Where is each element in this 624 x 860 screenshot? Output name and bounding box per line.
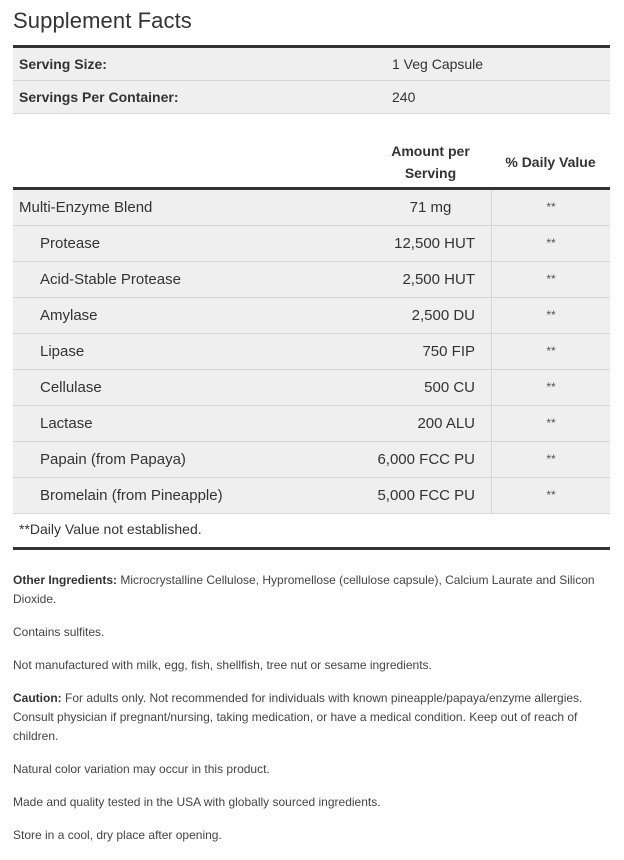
table-row [13, 442, 610, 478]
ingredient-name: Protease [40, 235, 101, 252]
servings-per-container-label: Servings Per Container: [19, 89, 179, 105]
ingredient-amount: 5,000 FCC PU [377, 487, 475, 504]
serving-size-value: 1 Veg Capsule [392, 56, 484, 72]
amount-header-line2: Serving [404, 165, 457, 181]
table-row [13, 298, 610, 334]
ingredient-amount: 12,500 HUT [394, 235, 475, 252]
other-ingredients-label: Other Ingredients: [13, 573, 118, 587]
servings-per-container-value: 240 [392, 89, 416, 105]
table-row [13, 226, 610, 262]
table-row [13, 478, 610, 514]
ingredient-daily-value: ** [491, 262, 610, 297]
daily-value-footnote: **Daily Value not established. [13, 514, 610, 550]
ingredient-amount: 71 mg [409, 199, 452, 216]
ingredient-name: Amylase [40, 307, 98, 324]
ingredient-daily-value: ** [491, 442, 610, 477]
table-row [13, 262, 610, 298]
ingredient-amount: 200 ALU [417, 415, 475, 432]
ingredient-name: Acid-Stable Protease [40, 271, 181, 288]
storage-note: Store in a cool, dry place after opening. [13, 828, 222, 842]
ingredient-column-header [13, 140, 370, 186]
made-in-usa-note: Made and quality tested in the USA with globally sourced ingredients. [13, 795, 381, 809]
amount-header-line1: Amount per [391, 143, 470, 159]
serving-size-row [13, 48, 610, 81]
ingredient-daily-value: ** [491, 298, 610, 333]
ingredient-amount: 500 CU [424, 379, 475, 396]
ingredient-daily-value: ** [491, 226, 610, 261]
ingredient-name: Lipase [40, 343, 85, 360]
table-row [13, 334, 610, 370]
supplement-facts-table [13, 187, 610, 550]
caution-text: For adults only. Not recommended for individuals with known pineapple/papaya/enzyme allergies. Consult physician if pregnant/nursing, taking medication, or have a medical condition. Keep out of reach of children. [13, 691, 583, 743]
other-ingredients-note [13, 571, 603, 609]
caution-label: Caution: [13, 691, 62, 705]
table-row [13, 190, 610, 226]
ingredient-daily-value: ** [491, 334, 610, 369]
serving-size-label: Serving Size: [19, 56, 107, 72]
daily-value-column-header: % Daily Value [505, 154, 596, 170]
table-row [13, 370, 610, 406]
color-variation-note: Natural color variation may occur in this product. [13, 762, 270, 776]
ingredient-name: Lactase [40, 415, 93, 432]
sulfites-note: Contains sulfites. [13, 625, 105, 639]
product-notes [13, 571, 603, 859]
ingredient-amount: 2,500 DU [411, 307, 475, 324]
caution-note [13, 689, 603, 746]
ingredient-daily-value: ** [491, 478, 610, 513]
ingredient-amount: 6,000 FCC PU [377, 451, 475, 468]
serving-info-table [13, 45, 610, 114]
allergen-note: Not manufactured with milk, egg, fish, shellfish, tree nut or sesame ingredients. [13, 658, 432, 672]
ingredient-name: Bromelain (from Pineapple) [40, 487, 223, 504]
ingredient-amount: 2,500 HUT [402, 271, 475, 288]
ingredient-name: Cellulase [40, 379, 102, 396]
facts-column-headers [13, 140, 610, 186]
servings-per-container-row [13, 81, 610, 114]
amount-column-header [370, 140, 491, 186]
ingredient-daily-value: ** [491, 406, 610, 441]
ingredient-daily-value: ** [491, 370, 610, 405]
ingredient-name: Papain (from Papaya) [40, 451, 186, 468]
ingredient-amount: 750 FIP [422, 343, 475, 360]
table-row [13, 406, 610, 442]
page-title: Supplement Facts [13, 8, 192, 33]
ingredient-name: Multi-Enzyme Blend [19, 199, 153, 216]
other-ingredients-text: Microcrystalline Cellulose, Hypromellose (cellulose capsule), Calcium Laurate and Silicon Dioxide. [13, 573, 595, 606]
ingredient-daily-value: ** [491, 190, 610, 225]
